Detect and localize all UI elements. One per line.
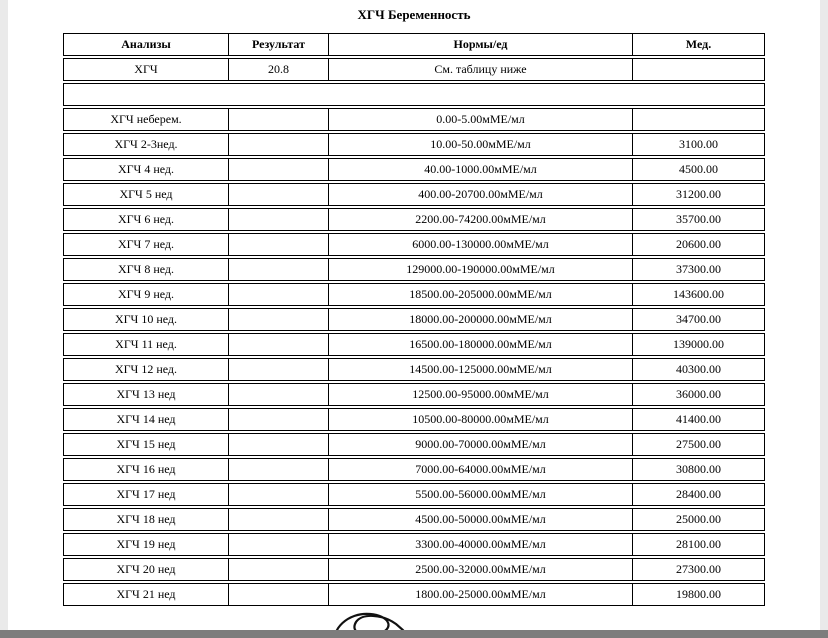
cell-med: 19800.00 [676, 587, 721, 601]
cell-analysis: ХГЧ 4 нед. [64, 159, 229, 180]
cell-analysis: ХГЧ 12 нед. [64, 359, 229, 380]
cell-result [229, 209, 329, 230]
page-title: ХГЧ Беременность [357, 7, 471, 22]
table-row [63, 533, 765, 556]
cell-result [229, 484, 329, 505]
result-norm: См. таблицу ниже [329, 59, 633, 80]
cell-med: 143600.00 [673, 287, 724, 301]
cell-analysis: ХГЧ 13 нед [64, 384, 229, 405]
cell-norm: 3300.00-40000.00мМЕ/мл [329, 534, 633, 555]
cell-result [229, 259, 329, 280]
cell-result [229, 459, 329, 480]
page-edge-left [0, 0, 8, 638]
cell-norm: 12500.00-95000.00мМЕ/мл [329, 384, 633, 405]
cell-result [229, 434, 329, 455]
result-analysis: ХГЧ [64, 59, 229, 80]
cell-norm: 9000.00-70000.00мМЕ/мл [329, 434, 633, 455]
table-row [63, 183, 765, 206]
cell-norm: 0.00-5.00мМЕ/мл [329, 109, 633, 130]
cell-result [229, 584, 329, 605]
cell-analysis: ХГЧ 10 нед. [64, 309, 229, 330]
table-row [63, 133, 765, 156]
table-row [63, 108, 765, 131]
cell-analysis: ХГЧ 16 нед [64, 459, 229, 480]
header-norm: Нормы/ед [329, 34, 633, 55]
cell-norm: 1800.00-25000.00мМЕ/мл [329, 584, 633, 605]
cell-med: 20600.00 [676, 237, 721, 251]
cell-med: 28400.00 [676, 487, 721, 501]
cell-med: 139000.00 [673, 337, 724, 351]
cell-analysis: ХГЧ 5 нед [64, 184, 229, 205]
result-row [63, 58, 765, 81]
cell-analysis: ХГЧ 15 нед [64, 434, 229, 455]
header-med: Мед. [685, 37, 712, 51]
cell-analysis: ХГЧ 11 нед. [64, 334, 229, 355]
cell-med: 27300.00 [676, 562, 721, 576]
cell-norm: 7000.00-64000.00мМЕ/мл [329, 459, 633, 480]
table-row [63, 233, 765, 256]
cell-analysis: ХГЧ 6 нед. [64, 209, 229, 230]
cell-norm: 18500.00-205000.00мМЕ/мл [329, 284, 633, 305]
cell-result [229, 184, 329, 205]
cell-analysis: ХГЧ неберем. [64, 109, 229, 130]
cell-med: 4500.00 [679, 162, 718, 176]
cell-med: 28100.00 [676, 537, 721, 551]
header-result: Результат [229, 34, 329, 55]
page-edge-right [820, 0, 828, 638]
cell-med: 30800.00 [676, 462, 721, 476]
cell-analysis: ХГЧ 21 нед [64, 584, 229, 605]
cell-norm: 2200.00-74200.00мМЕ/мл [329, 209, 633, 230]
cell-norm: 40.00-1000.00мМЕ/мл [329, 159, 633, 180]
table-row [63, 583, 765, 606]
cell-med: 40300.00 [676, 362, 721, 376]
cell-analysis: ХГЧ 17 нед [64, 484, 229, 505]
cell-med: 25000.00 [676, 512, 721, 526]
cell-result [229, 409, 329, 430]
cell-med: 35700.00 [676, 212, 721, 226]
header-analysis: Анализы [64, 34, 229, 55]
table-row [63, 508, 765, 531]
table-row [63, 358, 765, 381]
cell-analysis: ХГЧ 2-3нед. [64, 134, 229, 155]
cell-norm: 129000.00-190000.00мМЕ/мл [329, 259, 633, 280]
cell-result [229, 534, 329, 555]
cell-norm: 14500.00-125000.00мМЕ/мл [329, 359, 633, 380]
table-row [63, 408, 765, 431]
cell-result [229, 234, 329, 255]
cell-norm: 400.00-20700.00мМЕ/мл [329, 184, 633, 205]
table-row [63, 433, 765, 456]
cell-analysis: ХГЧ 18 нед [64, 509, 229, 530]
cell-med: 37300.00 [676, 262, 721, 276]
cell-result [229, 359, 329, 380]
cell-med [633, 109, 764, 130]
spacer-row [63, 83, 765, 106]
cell-med: 36000.00 [676, 387, 721, 401]
lab-results-table [63, 33, 765, 608]
cell-result [229, 559, 329, 580]
result-value: 20.8 [229, 59, 329, 80]
cell-analysis: ХГЧ 8 нед. [64, 259, 229, 280]
cell-result [229, 509, 329, 530]
cell-norm: 18000.00-200000.00мМЕ/мл [329, 309, 633, 330]
table-row [63, 283, 765, 306]
table-row [63, 333, 765, 356]
cell-analysis: ХГЧ 7 нед. [64, 234, 229, 255]
table-header-row [63, 33, 765, 56]
cell-med: 31200.00 [676, 187, 721, 201]
table-row [63, 383, 765, 406]
cell-med: 27500.00 [676, 437, 721, 451]
cell-result [229, 334, 329, 355]
cell-result [229, 309, 329, 330]
cell-norm: 10.00-50.00мМЕ/мл [329, 134, 633, 155]
table-row [63, 483, 765, 506]
cell-analysis: ХГЧ 20 нед [64, 559, 229, 580]
cell-med: 3100.00 [679, 137, 718, 151]
cell-result [229, 384, 329, 405]
cell-result [229, 134, 329, 155]
cell-analysis: ХГЧ 14 нед [64, 409, 229, 430]
cell-analysis: ХГЧ 9 нед. [64, 284, 229, 305]
cell-med: 34700.00 [676, 312, 721, 326]
cell-result [229, 159, 329, 180]
table-row [63, 458, 765, 481]
result-med [633, 59, 764, 80]
cell-norm: 10500.00-80000.00мМЕ/мл [329, 409, 633, 430]
page-bottom-edge [0, 630, 828, 638]
table-row [63, 308, 765, 331]
cell-norm: 16500.00-180000.00мМЕ/мл [329, 334, 633, 355]
cell-norm: 2500.00-32000.00мМЕ/мл [329, 559, 633, 580]
table-row [63, 158, 765, 181]
cell-result [229, 109, 329, 130]
cell-med: 41400.00 [676, 412, 721, 426]
table-row [63, 258, 765, 281]
cell-norm: 6000.00-130000.00мМЕ/мл [329, 234, 633, 255]
norm-rows [63, 108, 765, 606]
cell-norm: 4500.00-50000.00мМЕ/мл [329, 509, 633, 530]
cell-analysis: ХГЧ 19 нед [64, 534, 229, 555]
cell-result [229, 284, 329, 305]
table-row [63, 558, 765, 581]
table-row [63, 208, 765, 231]
cell-norm: 5500.00-56000.00мМЕ/мл [329, 484, 633, 505]
